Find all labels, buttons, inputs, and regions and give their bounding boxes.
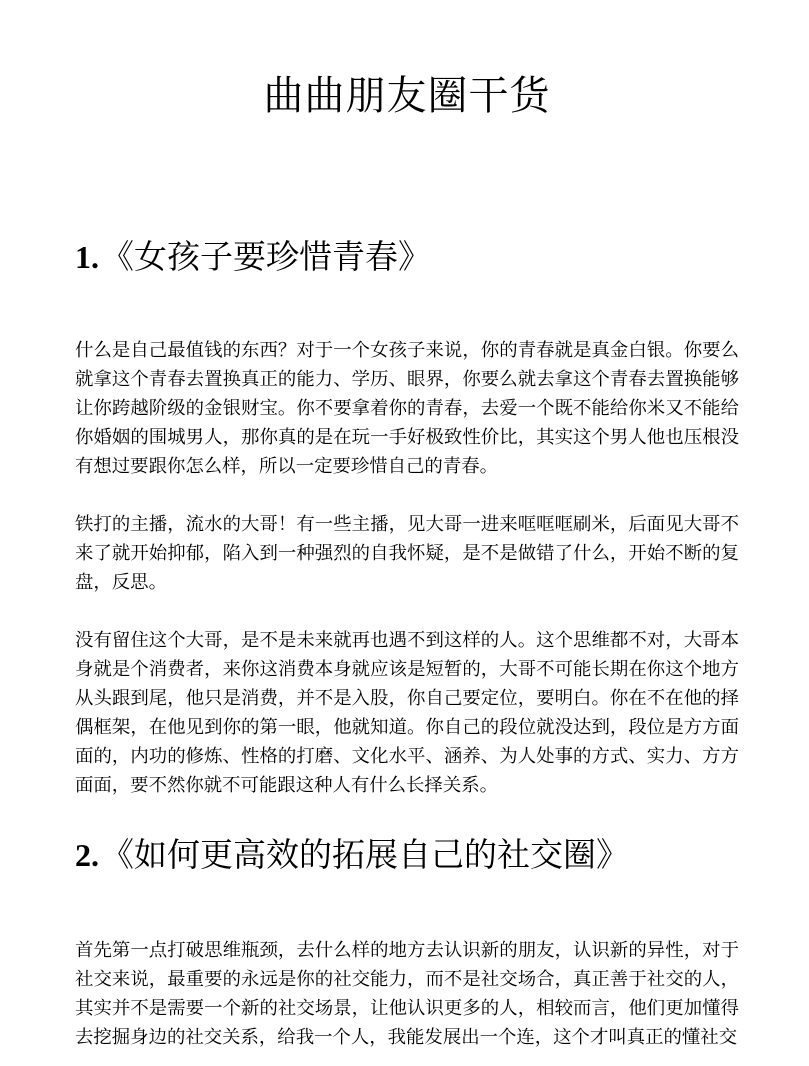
section-1-paragraph-3: 没有留住这个大哥，是不是未来就再也遇不到这样的人。这个思维都不对，大哥本身就是个消费者，来你这消费本身就应该是短暂的，大哥不可能长期在你这个地方从头跟到尾，他只是消费，并不是入股，你自己要定位，要明白。你在不在他的择偶框架，在他见到你的第一眼，他就知道。你自己的段位就没达到，段位是方方面面的，内功的修炼、性格的打磨、文化水平、涵养、为人处事的方式、实力、方方面面，要不然你就不可能跟这种人有什么长择关系。	[75, 630, 739, 796]
section-1-heading	[75, 234, 739, 280]
section-1-paragraph-1: 什么是自己最值钱的东西？对于一个女孩子来说，你的青春就是真金白银。你要么就拿这个青春去置换真正的能力、学历、眼界，你要么就去拿这个青春去置换能够让你跨越阶级的金银财宝。你不要拿着你的青春，去爱一个既不能给你米又不能给你婚姻的围城男人，那你真的是在玩一手好极致性价比，其实这个男人他也压根没有想过要跟你怎么样，所以一定要珍惜自己的青春。	[75, 340, 739, 477]
section-2-title: 《如何更高效的拓展自己的社交圈》	[101, 835, 629, 874]
document-title: 曲曲朋友圈干货	[263, 73, 551, 119]
section-1-number: 1.	[75, 239, 99, 275]
section-2-number: 2.	[75, 837, 99, 873]
section-2-paragraph-1: 首先第一点打破思维瓶颈，去什么样的地方去认识新的朋友，认识新的异性，对于社交来说，最重要的永远是你的社交能力，而不是社交场合，真正善于社交的人，其实并不是需要一个新的社交场景，让他认识更多的人，相较而言，他们更加懂得去挖掘身边的社交关系，给我一个人，我能发展出一个连，这个才叫真正的懂社交	[75, 940, 739, 1048]
section-2-heading	[75, 832, 739, 878]
section-1-paragraph-2: 铁打的主播，流水的大哥！有一些主播，见大哥一进来哐哐哐刷米，后面见大哥不来了就开始抑郁，陷入到一种强烈的自我怀疑，是不是做错了什么，开始不断的复盘，反思。	[75, 514, 739, 593]
section-1-title: 《女孩子要珍惜青春》	[101, 237, 431, 276]
